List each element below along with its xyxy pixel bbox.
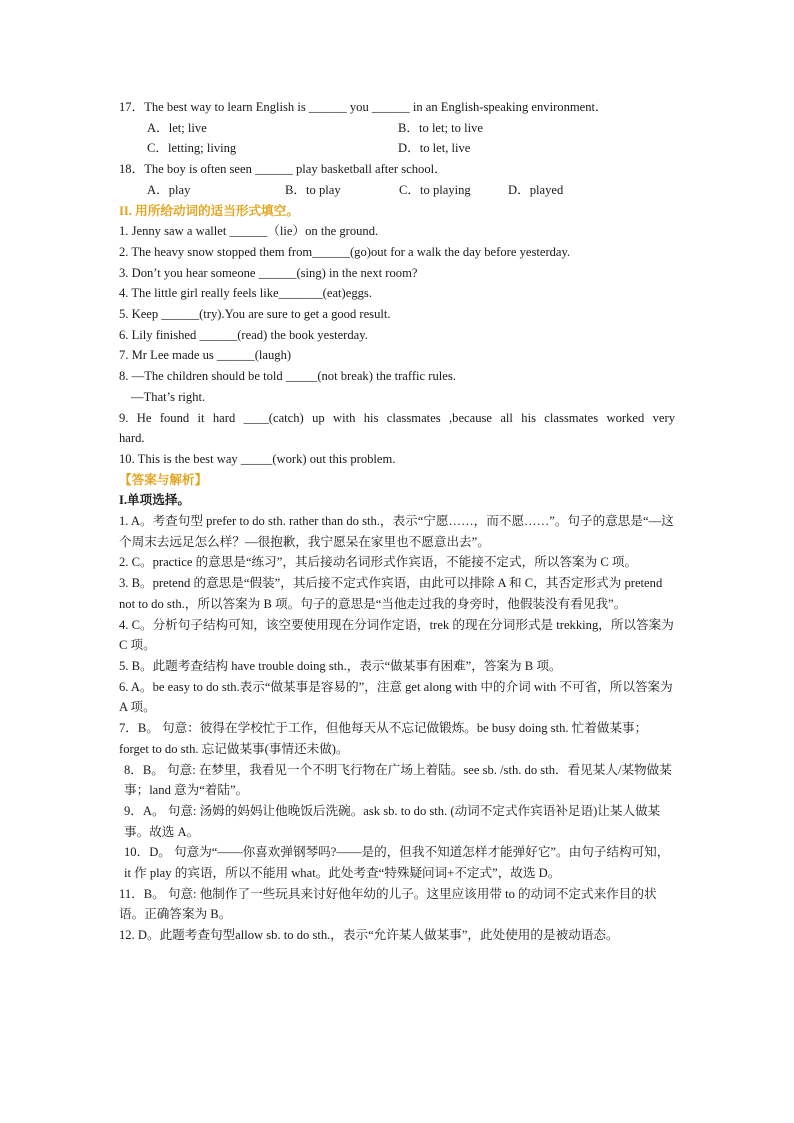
question-18-option-d: D．played <box>508 182 564 197</box>
section-2-item: 8. —The children should be told _____(not break) the traffic rules. <box>119 369 456 384</box>
answer-item: 6. A。be easy to do sth.表示“做某事是容易的”，注意 get along with 中的介词 with 不可省，所以答案为 A 项。 <box>119 679 673 715</box>
question-17-option-c: C．letting; living <box>147 141 237 156</box>
answer-item: 7．B。 句意：彼得在学校忙于工作，但他每天从不忘记做锻炼。be busy doing sth. 忙着做某事；forget to do sth. 忘记做某事(事情还未做)。 <box>119 721 648 756</box>
question-17-option-d: D．to let, live <box>398 141 471 156</box>
section-2-item: 2. The heavy snow stopped them from______(go)out for a walk the day before yesterday. <box>119 244 571 259</box>
section-2-title: II. 用所给动词的适当形式填空。 <box>119 203 299 218</box>
answer-item: 12. D。此题考查句型allow sb. to do sth.，表示“允许某人做某事”，此处使用的是被动语态。 <box>119 928 619 943</box>
answers-title: 【答案与解析】 <box>119 472 208 487</box>
question-18-option-b: B．to play <box>285 182 341 197</box>
answer-item: 9．A。 句意: 汤姆的妈妈让他晚饭后洗碗。ask sb. to do sth. (动词不定式作宾语补足语)让某人做某事。故选 A。 <box>124 803 661 839</box>
section-2-item-9-line-2: hard. <box>119 431 145 446</box>
question-17-options-row-1 <box>119 118 675 139</box>
answer-item: 11．B。 句意: 他制作了一些玩具来讨好他年幼的儿子。这里应该用带 to 的动词不定式来作目的状语。正确答案为 B。 <box>119 886 657 922</box>
section-2-item: 3. Don’t you hear someone ______(sing) in the next room? <box>119 265 418 280</box>
answer-item: 10．D。 句意为“——你喜欢弹钢琴吗?——是的，但我不知道怎样才能弹好它”。由句子结构可知，it 作 play 的宾语，所以不能用 what。此处考查“特殊疑问词+不定式”，故选 D。 <box>124 845 670 881</box>
section-2-item: 6. Lily finished ______(read) the book yesterday. <box>119 327 368 342</box>
answer-item: 8．B。 句意: 在梦里，我看见一个不明飞行物在广场上着陆。see sb. /sth. do sth．看见某人/某物做某事；land 意为“着陆”。 <box>124 762 672 798</box>
question-17-options-row-2 <box>119 138 675 159</box>
question-18-stem: 18．The boy is often seen ______ play basketball after school． <box>119 162 447 177</box>
section-2-item: 7. Mr Lee made us ______(laugh) <box>119 348 292 363</box>
answer-item: 3. B。pretend 的意思是“假装”，其后接不定式作宾语，由此可以排除 A 和 C，其否定形式为 pretend not to do sth.，所以答案为 B 项。句子的意思是“当他走过我的身旁时，他假装没有看见我”。 <box>119 576 663 611</box>
answer-item: 5. B。此题考查结构 have trouble doing sth.，表示“做某事有困难”，答案为 B 项。 <box>119 658 562 673</box>
section-2-item-8-reply: —That’s right. <box>131 389 206 404</box>
section-2-item-9-line-1: 9. He found it hard ____(catch) up with his classmates ,because all his classmates worked very <box>119 410 675 425</box>
answer-item: 2. C。practice 的意思是“练习”，其后接动名词形式作宾语，不能接不定式，所以答案为 C 项。 <box>119 555 638 570</box>
question-18-options-row <box>119 180 675 201</box>
section-2-item: 4. The little girl really feels like_______(eat)eggs. <box>119 286 372 301</box>
document-content <box>119 97 675 946</box>
answer-item: 1. A。考查句型 prefer to do sth. rather than do sth.，表示“宁愿……，而不愿……”。句子的意思是“—这个周末去远足怎么样？—很抱歉，我宁愿呆在家里也不愿意出去”。 <box>119 514 674 549</box>
answer-item: 4. C。分析句子结构可知，该空要使用现在分词作定语，trek 的现在分词形式是 trekking，所以答案为 C 项。 <box>119 617 674 653</box>
question-18-option-a: A．play <box>147 182 191 197</box>
question-18-option-c: C．to playing <box>399 182 471 197</box>
question-17-option-b: B．to let; to live <box>398 120 484 135</box>
section-2-item-10: 10. This is the best way _____(work) out this problem. <box>119 451 396 466</box>
question-17-option-a: A．let; live <box>147 120 207 135</box>
answers-subtitle: I.单项选择。 <box>119 493 191 508</box>
question-17-stem: 17．The best way to learn English is ______ you ______ in an English-speaking environment． <box>119 100 608 114</box>
section-2-item: 5. Keep ______(try).You are sure to get a good result. <box>119 307 391 322</box>
section-2-item: 1. Jenny saw a wallet ______（lie）on the ground. <box>119 224 379 239</box>
